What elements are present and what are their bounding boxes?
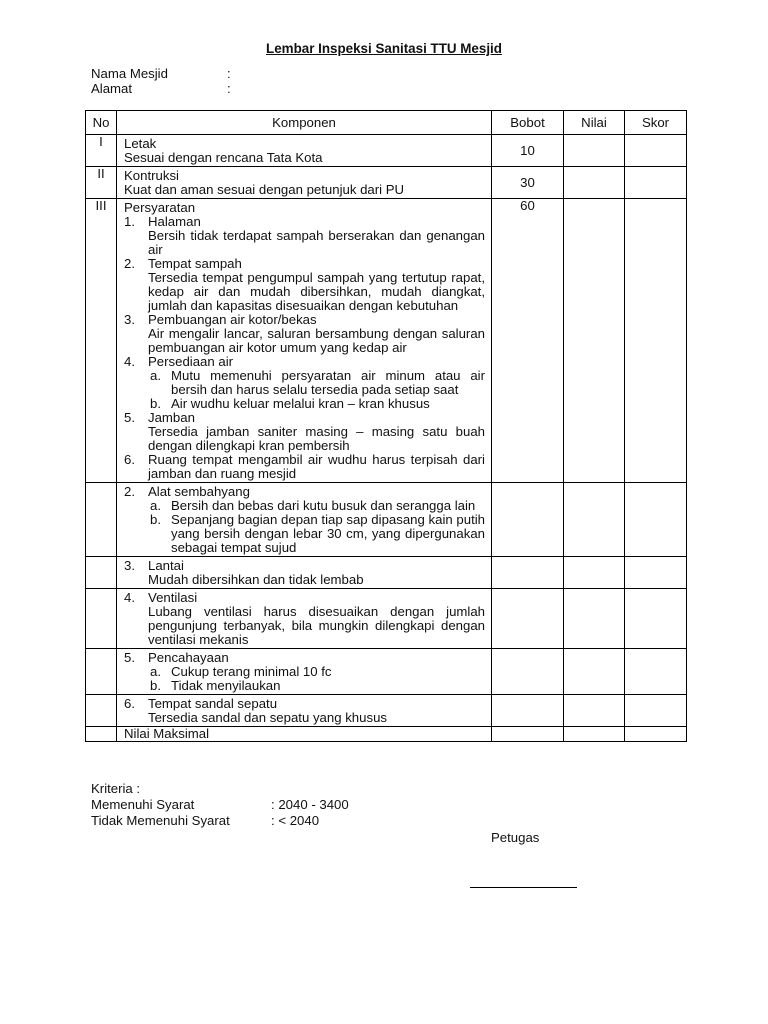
table-row-letak [86,135,687,167]
row-number [86,589,117,649]
row-number [86,483,117,557]
signature-label: Petugas [491,830,540,845]
bobot-cell [492,483,564,557]
list-item [124,651,485,665]
skor-cell[interactable] [625,649,687,695]
row-number [86,695,117,727]
row-component [117,135,492,167]
row-component [117,199,492,483]
criteria-label: Tidak Memenuhi Syarat [91,813,230,828]
bobot-cell [492,695,564,727]
sub-item [124,513,485,555]
nilai-cell[interactable] [564,199,625,483]
item-title: Halaman [148,214,201,229]
sub-text: Mutu memenuhi persyaratan air minum atau air bersih dan harus selalu tersedia pada setiap saat [171,368,485,397]
nilai-cell[interactable] [564,557,625,589]
table-row-alat-sembahyang [86,483,687,557]
item-number: 2. [124,484,135,499]
form-title: Lembar Inspeksi Sanitasi TTU Mesjid [266,41,502,56]
item-text: Air mengalir lancar, saluran bersambung dengan saluran pembuangan air kotor umum yang kedap air [148,326,485,355]
sub-item [124,665,485,679]
criteria-heading: Kriteria : [91,781,141,796]
item-number: 6. [124,696,135,711]
item-number: 5. [124,410,135,425]
bobot-cell [492,649,564,695]
bobot-cell: 60 [492,199,564,483]
component-text: Kuat dan aman sesuai dengan petunjuk dari PU [124,182,405,197]
criteria-item [91,797,349,813]
item-title: Persediaan air [148,354,234,369]
inspection-table [85,110,687,742]
field-label: Alamat [91,81,133,96]
table-row-tempat-sandal [86,695,687,727]
item-text: Mudah dibersihkan dan tidak lembab [148,572,364,587]
row-number [86,727,117,742]
list-item [124,453,485,481]
sub-letter: b. [150,678,161,693]
row-component [117,649,492,695]
skor-cell[interactable] [625,167,687,199]
skor-cell[interactable] [625,199,687,483]
component-text: Sesuai dengan rencana Tata Kota [124,150,323,165]
item-title: Pembuangan air kotor/bekas [148,312,317,327]
skor-cell[interactable] [625,589,687,649]
field-label: Nama Mesjid [91,66,168,81]
field-value: : [227,81,231,96]
item-number: 2. [124,256,135,271]
sub-text: Bersih dan bebas dari kutu busuk dan serangga lain [171,498,476,513]
list-item [124,411,485,425]
field-value: : [227,66,231,81]
row-component [117,727,492,742]
row-component [117,557,492,589]
table-row-kontruksi [86,167,687,199]
skor-cell[interactable] [625,695,687,727]
nilai-cell[interactable] [564,167,625,199]
sub-letter: b. [150,512,161,527]
list-item [124,215,485,229]
item-text: Tersedia tempat pengumpul sampah yang tertutup rapat, kedap air dan mudah dibersihkan, mudah diangkat, jumlah dan kapasitas disesuaikan dengan kebutuhan [148,270,485,313]
list-item [124,485,485,499]
header-no: No [86,111,117,135]
nilai-cell[interactable] [564,135,625,167]
skor-cell[interactable] [625,557,687,589]
bobot-cell: 10 [492,135,564,167]
item-number: 1. [124,214,135,229]
nilai-cell[interactable] [564,483,625,557]
nilai-cell[interactable] [564,649,625,695]
sub-letter: b. [150,396,161,411]
sub-letter: a. [150,498,161,513]
row-number: III [86,199,117,483]
item-number: 4. [124,354,135,369]
component-title: Kontruksi [124,168,179,183]
sub-letter: a. [150,664,161,679]
sub-item [124,499,485,513]
table-row-ventilasi [86,589,687,649]
criteria-value: : < 2040 [271,813,320,828]
item-text: Tersedia jamban saniter masing – masing satu buah dengan dilengkapi kran pembersih [148,424,485,453]
bobot-cell [492,727,564,742]
item-number: 3. [124,558,135,573]
criteria-label: Memenuhi Syarat [91,797,195,812]
sub-text: Cukup terang minimal 10 fc [171,664,332,679]
row-number [86,557,117,589]
sub-item [124,679,485,693]
table-header-row [86,111,687,135]
sub-item [124,369,485,397]
item-number: 3. [124,312,135,327]
item-number: 4. [124,590,135,605]
row-number: I [86,135,117,167]
header-fields [91,66,231,96]
list-item [124,355,485,369]
item-title: Jamban [148,410,195,425]
bobot-cell [492,557,564,589]
bobot-cell [492,589,564,649]
sub-text: Air wudhu keluar melalui kran – kran khusus [171,396,430,411]
bobot-cell: 30 [492,167,564,199]
row-number: II [86,167,117,199]
item-text: Lubang ventilasi harus disesuaikan dengan jumlah pengunjung terbanyak, bila mungkin dilengkapi dengan ventilasi mekanis [148,604,485,647]
item-number: 5. [124,650,135,665]
skor-cell[interactable] [625,135,687,167]
sub-text: Tidak menyilaukan [171,678,281,693]
nilai-cell[interactable] [564,695,625,727]
item-title: Pencahayaan [148,650,229,665]
item-title: Ventilasi [148,590,198,605]
skor-cell[interactable] [625,727,687,742]
criteria-value: : 2040 - 3400 [271,797,349,812]
component-title: Persyaratan [124,200,196,215]
header-skor: Skor [625,111,687,135]
field-nama-mesjid [91,66,231,81]
row-component [117,167,492,199]
table-row-persyaratan [86,199,687,483]
item-title: Alat sembahyang [148,484,250,499]
sub-text: Sepanjang bagian depan tiap sap dipasang kain putih yang bersih dengan lebar 30 cm, yang dipergunakan sebagai tempat sujud [171,512,485,555]
criteria-item [91,813,320,829]
item-number: 6. [124,452,135,467]
criteria-section [91,781,349,829]
list-item [124,591,485,605]
row-component [117,695,492,727]
total-label: Nilai Maksimal [124,726,209,741]
list-item [124,313,485,327]
row-number [86,649,117,695]
field-alamat [91,81,231,96]
nilai-cell[interactable] [564,589,625,649]
item-title: Tempat sandal sepatu [148,696,278,711]
header-nilai: Nilai [564,111,625,135]
list-item [124,257,485,271]
component-title: Letak [124,136,157,151]
signature-line[interactable] [470,887,577,888]
header-komponen: Komponen [117,111,492,135]
item-title: Tempat sampah [148,256,242,271]
item-title: Lantai [148,558,184,573]
sub-item [124,397,485,411]
table-row-nilai-maksimal [86,727,687,742]
row-component [117,589,492,649]
row-component [117,483,492,557]
item-text: Tersedia sandal dan sepatu yang khusus [148,710,388,725]
skor-cell[interactable] [625,483,687,557]
list-item [124,559,485,573]
header-bobot: Bobot [492,111,564,135]
nilai-cell[interactable] [564,727,625,742]
item-text: Bersih tidak terdapat sampah berserakan dan genangan air [148,228,485,257]
list-item [124,697,485,711]
table-row-pencahayaan [86,649,687,695]
item-title: Ruang tempat mengambil air wudhu harus terpisah dari jamban dan ruang mesjid [148,452,485,481]
table-row-lantai [86,557,687,589]
sub-letter: a. [150,368,161,383]
